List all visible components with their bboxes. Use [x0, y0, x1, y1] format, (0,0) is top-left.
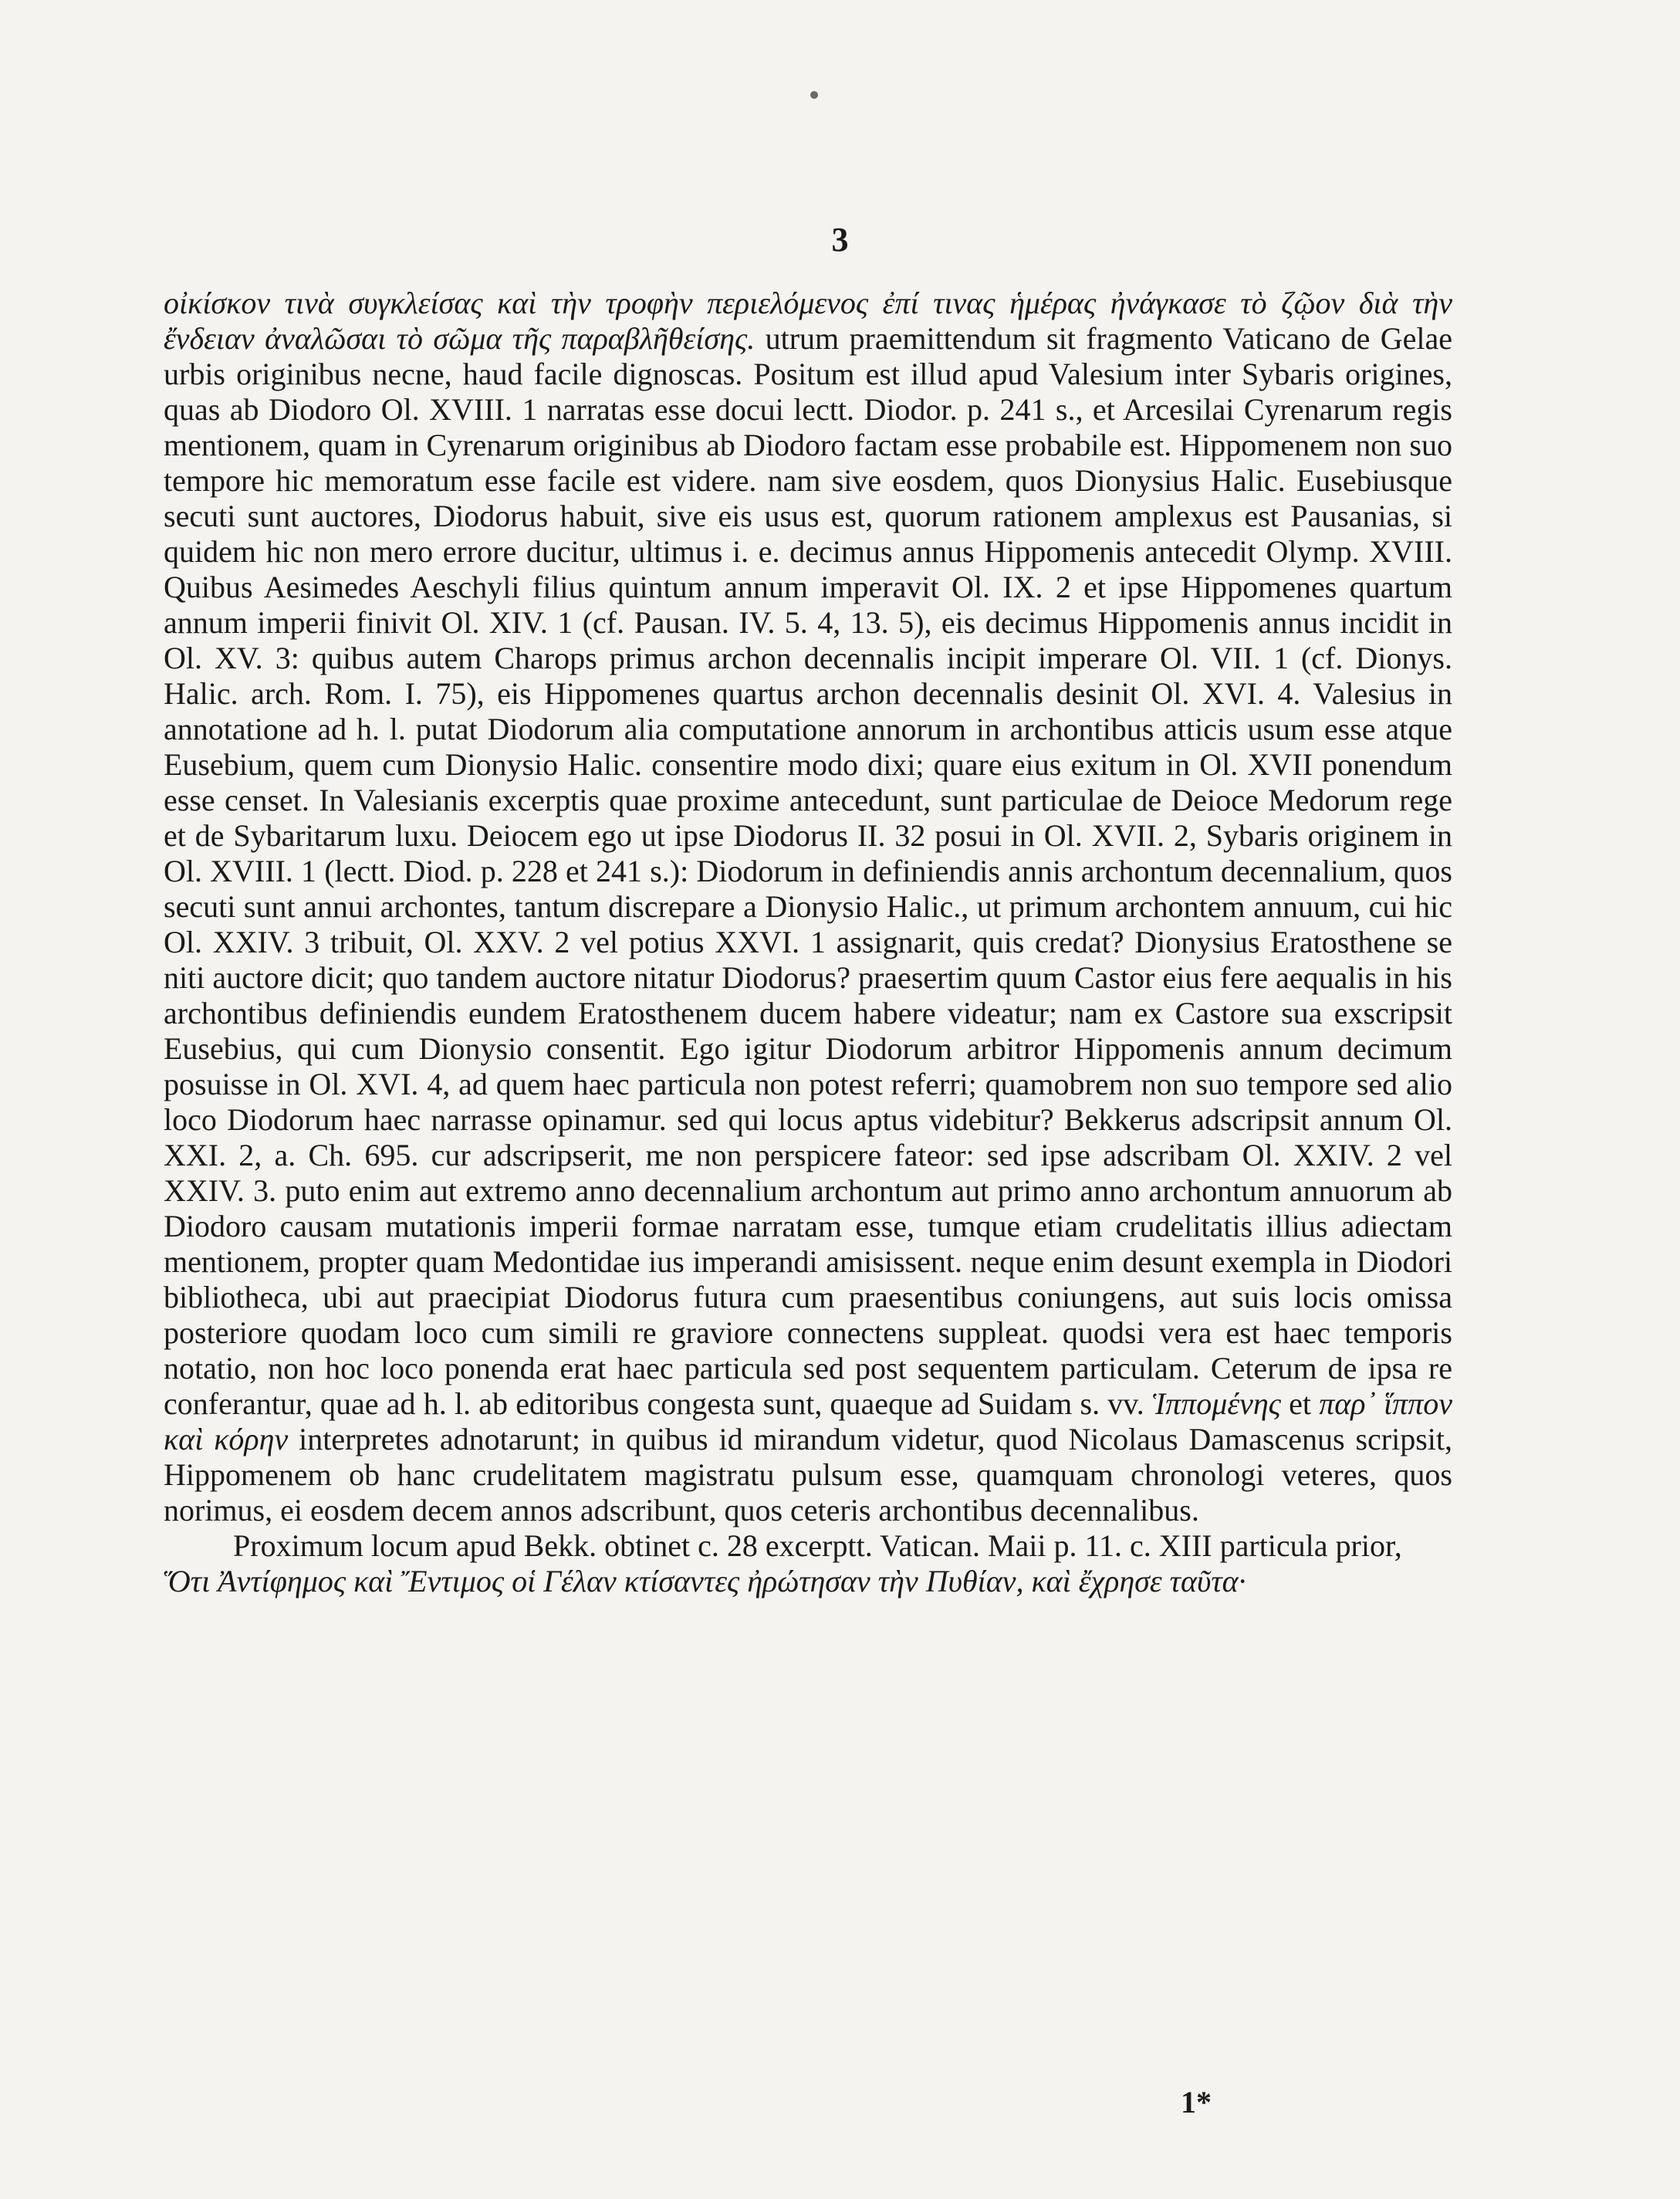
paragraph-1	[164, 286, 1452, 1528]
latin-commentary: utrum praemittendum sit fragmento Vaticano de Gelae urbis originibus necne, haud facile dignoscas. Positum est illud apud Valesium inter Sybaris origines, quas ab Diodoro Ol. XVIII. 1 narratas esse docui lectt. Diodor. p. 241 s., et Arcesilai Cyrenarum regis mentionem, quam in Cyrenarum originibus ab Diodoro factam esse probabile est. Hippomenem non suo tempore hic memoratum esse facile est videre. nam sive eosdem, quos Dionysius Halic. Eusebiusque secuti sunt auctores, Diodorus habuit, sive eis usus est, quorum rationem amplexus est Pausanias, si quidem hic non mero errore ducitur, ultimus i. e. decimus annus Hippomenis antecedit Olymp. XVIII. Quibus Aesimedes Aeschyli filius quintum annum imperavit Ol. IX. 2 et ipse Hippomenes quartum annum imperii finivit Ol. XIV. 1 (cf. Pausan. IV. 5. 4, 13. 5), eis decimus Hippomenis annus incidit in Ol. XV. 3: quibus autem Charops primus archon decennalis incipit imperare Ol. VII. 1 (cf. Dionys. Halic. arch. Rom. I. 75), eis Hippomenes quartus archon decennalis desinit Ol. XVI. 4. Valesius in annotatione ad h. l. putat Diodorum alia computatione annorum in archontibus atticis usum esse atque Eusebium, quem cum Dionysio Halic. consentire modo dixi; quare eius exitum in Ol. XVII ponendum esse censet. In Valesianis excerptis quae proxime antecedunt, sunt particulae de Deioce Medorum rege et de Sybaritarum luxu. Deiocem ego ut ipse Diodorus II. 32 posui in Ol. XVII. 2, Sybaris originem in Ol. XVIII. 1 (lectt. Diod. p. 228 et 241 s.): Diodorum in definiendis annis archontum decennalium, quos secuti sunt annui archontes, tantum discrepare a Dionysio Halic., ut primum archontem annuum, cui hic Ol. XXIV. 3 tribuit, Ol. XXV. 2 vel potius XXVI. 1 assignarit, quis credat? Dionysius Eratosthene se niti auctore dicit; quo tandem auctore nitatur Diodorus? praesertim quum Castor eius fere aequalis in his archontibus definiendis eundem Eratosthenem ducem habere videatur; nam ex Castore sua exscripsit Eusebius, qui cum Dionysio consentit. Ego igitur Diodorum arbitror Hippomenis annum decimum posuisse in Ol. XVI. 4, ad quem haec particula non potest referri; quamobrem non suo tempore sed alio loco Diodorum haec narrasse opinamur. sed qui locus aptus videbitur? Bekkerus adscripsit annum Ol. XXI. 2, a. Ch. 695. cur adscripserit, me non perspicere fateor: sed ipse adscribam Ol. XXIV. 2 vel XXIV. 3. puto enim aut extremo anno decennalium archontum aut primo anno archontum annuorum ab Diodoro causam mutationis imperii formae narratam esse, tumque etiam crudelitatis illius adiectam mentionem, propter quam Medontidae ius imperandi amisissent. neque enim desunt exempla in Diodori bibliotheca, ubi aut praecipiat Diodorus futura cum praesentibus coniungens, aut suis locis omissa posteriore quodam loco cum simili re graviore connectens suppleat. quodsi vera est haec temporis notatio, non hoc loco ponenda erat haec particula sed post sequentem particulam. Ceterum de ipsa re conferantur, quae ad h. l. ab editoribus congesta sunt, quaeque ad Suidam s. vv.	[164, 321, 1452, 1421]
page-number: 3	[831, 221, 849, 259]
paragraph-2: Proximum locum apud Bekk. obtinet c. 28 excerptt. Vatican. Maii p. 11. c. XIII particula prior,	[233, 1528, 1402, 1563]
greek-fragment: Ὅτι Ἀντίφημος καὶ Ἔντιμος οἱ Γέλαν κτίσαντες ἠρώτησαν τὴν Πυθίαν, καὶ ἔχρησε ταῦτα·	[164, 1564, 1246, 1599]
latin-connector: et	[1289, 1386, 1312, 1421]
latin-commentary-end: interpretes adnotarunt; in quibus id mirandum videtur, quod Nicolaus Damascenus scripsit, Hippomenem ob hanc crudelitatem magistratu pulsum esse, quamquam chronologi veteres, quos norimus, ei eosdem decem annos adscribunt, quos ceteris archontibus decennalibus.	[164, 1422, 1453, 1527]
greek-term: παρ᾽ ἵππον καὶ κόρην	[164, 1386, 1452, 1456]
signature-mark: 1*	[1181, 2085, 1212, 2119]
greek-quotation: οἰκίσκον τινὰ συγκλείσας καὶ τὴν τροφὴν περιελόμενος ἐπί τινας ἡμέρας ἠνάγκασε τὸ ζῷον διὰ τὴν ἔνδειαν ἀναλῶσαι τὸ σῶμα τῆς παραβλῆθείσης.	[164, 286, 1452, 356]
body-text	[164, 286, 1452, 1599]
greek-term: Ἱππομένης	[1151, 1386, 1281, 1421]
ink-speck	[810, 91, 818, 99]
